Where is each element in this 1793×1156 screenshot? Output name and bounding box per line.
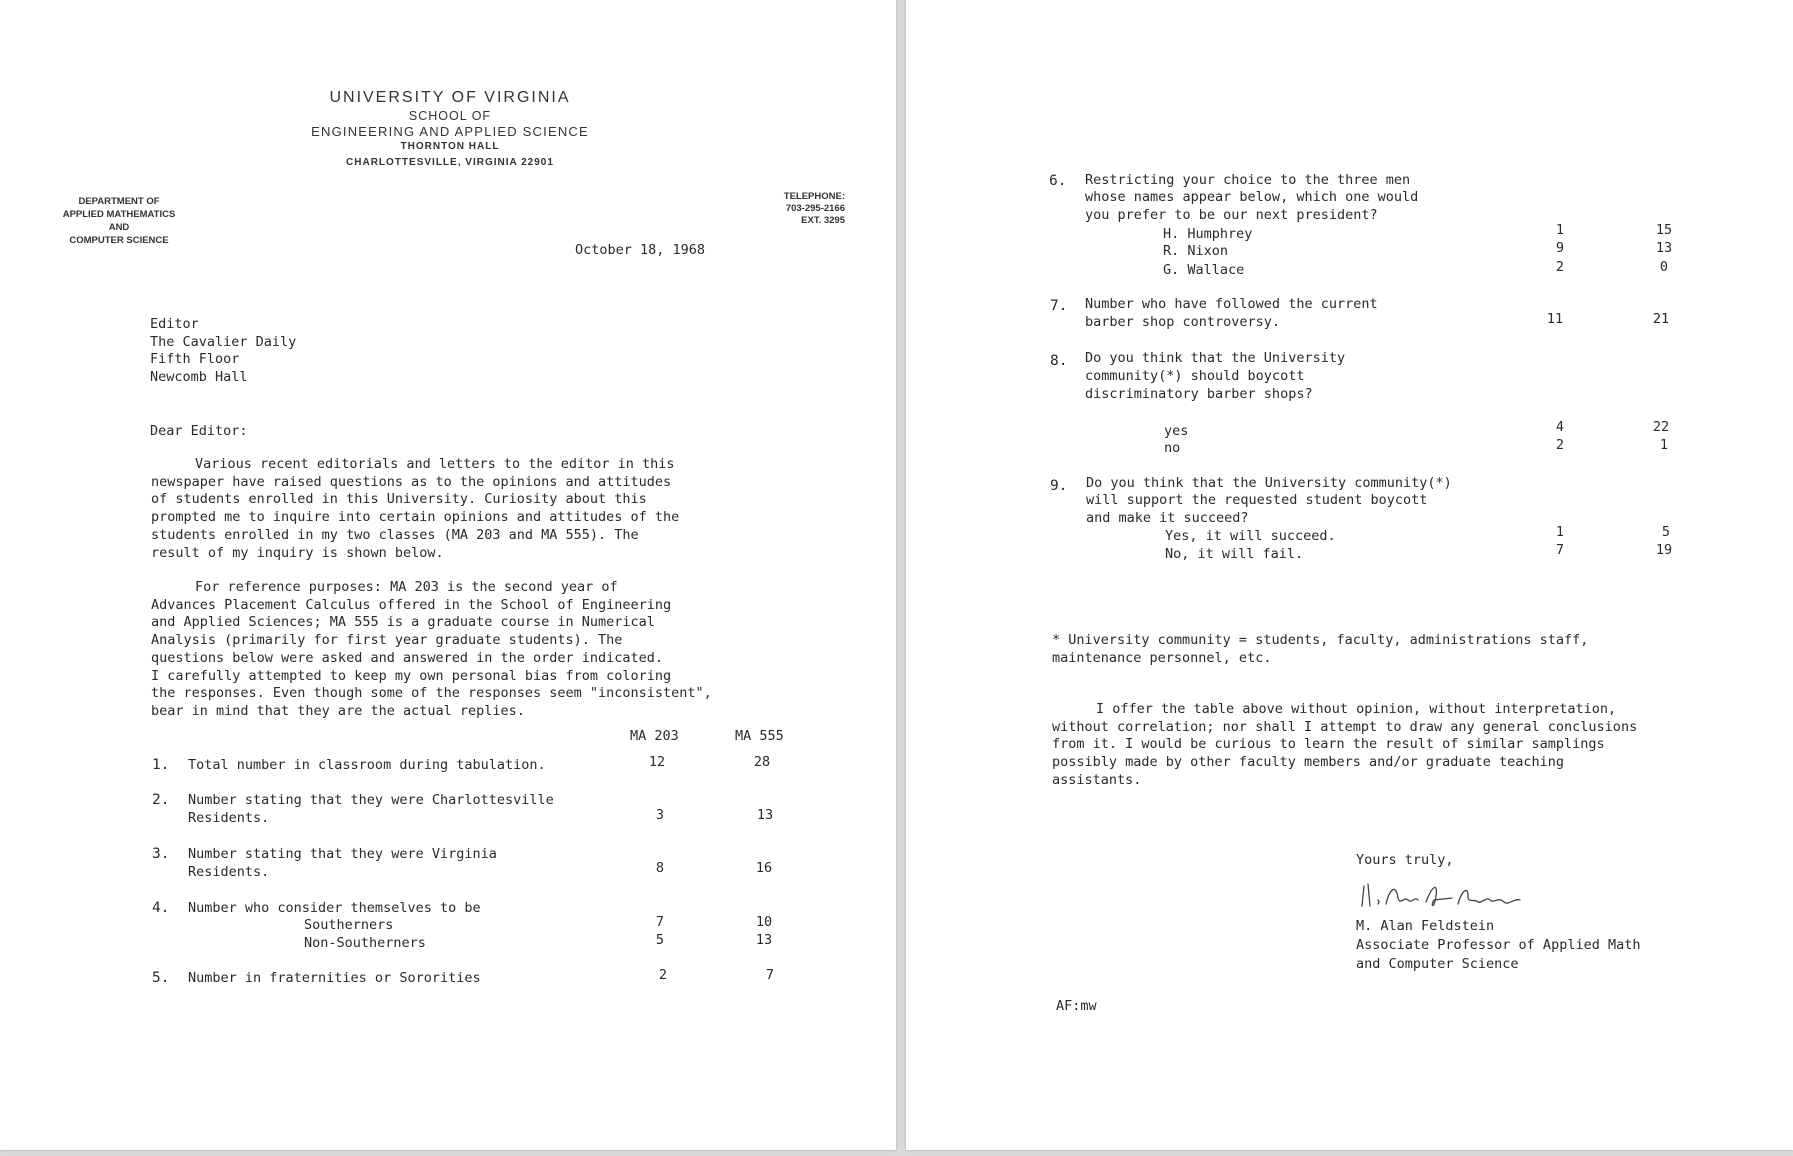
- question-number: 9.: [1050, 478, 1068, 494]
- signer-title: Associate Professor of Applied Math: [1356, 937, 1641, 953]
- question-number: 4.: [152, 900, 170, 916]
- building-name: THORNTON HALL: [400, 141, 500, 152]
- letter-page-2: [906, 0, 1793, 1150]
- question-number: 8.: [1050, 353, 1068, 369]
- ma555-value: 28: [753, 754, 771, 770]
- ma555-value: 21: [1652, 311, 1670, 327]
- ma555-value: 13: [755, 932, 773, 948]
- question-number: 6.: [1049, 173, 1067, 189]
- department-line: COMPUTER SCIENCE: [69, 235, 169, 246]
- question-number: 7.: [1050, 298, 1068, 314]
- telephone-extension: EXT. 3295: [801, 215, 845, 226]
- recipient-line: Fifth Floor: [150, 351, 240, 368]
- question-text: Number who consider themselves to be: [188, 900, 481, 916]
- ma203-value: 2: [1555, 437, 1565, 453]
- ma555-value: 22: [1652, 419, 1670, 435]
- ma203-value: 2: [1555, 259, 1565, 275]
- ma203-value: 1: [1555, 524, 1565, 540]
- recipient-address: [150, 316, 296, 387]
- question-text: and make it succeed?: [1086, 510, 1249, 526]
- ma555-value: 1: [1659, 437, 1669, 453]
- option-label: R. Nixon: [1163, 243, 1229, 259]
- question-text: Number stating that they were Virginia: [188, 846, 497, 862]
- option-label: Yes, it will succeed.: [1165, 528, 1336, 544]
- ma203-value: 3: [655, 807, 665, 823]
- telephone-block: [720, 191, 845, 227]
- recipient-line: Newcomb Hall: [150, 369, 248, 386]
- option-label: G. Wallace: [1163, 262, 1245, 278]
- question-text: whose names appear below, which one would: [1085, 189, 1419, 205]
- ma555-value: 5: [1661, 524, 1671, 540]
- closing-paragraph: I offer the table above without opinion, without interpretation, without correlation; nor shall I attempt to draw any general conclusions from it. I would be curious to learn the result of similar samplings possibly made by other faculty members and/or graduate teaching assistants.: [1052, 701, 1638, 788]
- column-header-ma203: MA 203: [630, 728, 679, 744]
- question-text: Number who have followed the current: [1085, 296, 1378, 312]
- telephone-number: 703-295-2166: [785, 203, 845, 214]
- department-line: APPLIED MATHEMATICS: [62, 209, 176, 220]
- ma203-value: 7: [655, 914, 665, 930]
- question-text: will support the requested student boycott: [1086, 492, 1428, 508]
- option-label: yes: [1164, 423, 1189, 439]
- question-text: Residents.: [188, 810, 270, 826]
- ma203-value: 5: [655, 932, 665, 948]
- question-number: 1.: [152, 757, 170, 773]
- column-header-ma555: MA 555: [735, 728, 784, 744]
- question-text: Do you think that the University: [1085, 350, 1346, 366]
- option-label: No, it will fail.: [1165, 546, 1304, 562]
- telephone-label: TELEPHONE:: [783, 191, 845, 202]
- intro-paragraph: Various recent editorials and letters to the editor in this newspaper have raised questions as to the opinions and attitudes of students enrolled in this University. Curiosity about this prompted me to inquire into certain opinions and attitudes of the students enrolled in my two classes (MA 203 and MA 555). The result of my inquiry is shown below.: [151, 456, 680, 561]
- department-line: DEPARTMENT OF: [78, 196, 160, 207]
- ma203-value: 11: [1546, 311, 1564, 327]
- ma203-value: 9: [1555, 240, 1565, 256]
- university-name: UNIVERSITY OF VIRGINIA: [329, 89, 571, 106]
- option-label: H. Humphrey: [1163, 226, 1253, 242]
- recipient-line: Editor: [150, 316, 199, 332]
- letter-date: October 18, 1968: [575, 242, 706, 258]
- ma555-value: 13: [1655, 240, 1673, 256]
- question-text: Number in fraternities or Sororities: [188, 970, 481, 986]
- signer-name: M. Alan Feldstein: [1356, 918, 1495, 934]
- option-label: Non-Southerners: [304, 935, 426, 951]
- department-line: AND: [108, 222, 130, 233]
- signer-title: and Computer Science: [1356, 956, 1519, 972]
- ma555-value: 7: [765, 967, 775, 983]
- university-address: CHARLOTTESVILLE, VIRGINIA 22901: [346, 157, 554, 168]
- question-number: 2.: [152, 792, 170, 808]
- letter-page-1: [0, 0, 896, 1150]
- option-label: no: [1164, 440, 1181, 456]
- reference-paragraph: For reference purposes: MA 203 is the second year of Advances Placement Calculus offered in the School of Engineering and Applied Sciences; MA 555 is a graduate course in Numerical Analysis (primarily for first year graduate students). The questions below were asked and answered in the order indicated. I carefully attempted to keep my own personal bias from coloring the responses. Even though some of the responses seem "inconsistent", bear in mind that they are the actual replies.: [151, 579, 712, 719]
- question-text: Do you think that the University community(*): [1086, 475, 1452, 491]
- question-text: community(*) should boycott: [1085, 368, 1305, 384]
- letterhead: [250, 88, 650, 171]
- salutation: Dear Editor:: [150, 423, 248, 439]
- question-number: 3.: [152, 846, 170, 862]
- school-name: ENGINEERING AND APPLIED SCIENCE: [311, 124, 589, 139]
- closing: Yours truly,: [1356, 852, 1454, 868]
- typist-initials: AF:mw: [1056, 998, 1097, 1014]
- question-text: discriminatory barber shops?: [1085, 386, 1313, 402]
- question-text: Number stating that they were Charlottesville: [188, 792, 554, 808]
- question-text: Total number in classroom during tabulation.: [188, 757, 546, 773]
- ma555-value: 0: [1659, 259, 1669, 275]
- ma555-value: 10: [755, 914, 773, 930]
- question-text: Restricting your choice to the three men: [1085, 172, 1411, 188]
- signature: [1356, 876, 1556, 916]
- ma555-value: 19: [1655, 542, 1673, 558]
- ma203-value: 12: [648, 754, 666, 770]
- question-text: you prefer to be our next president?: [1085, 207, 1378, 223]
- ma555-value: 13: [756, 807, 774, 823]
- school-of-label: SCHOOL OF: [408, 109, 492, 123]
- ma555-value: 16: [755, 860, 773, 876]
- department-block: [44, 195, 194, 247]
- question-text: barber shop controversy.: [1085, 314, 1281, 330]
- option-label: Southerners: [304, 917, 394, 933]
- recipient-line: The Cavalier Daily: [150, 333, 297, 350]
- ma203-value: 7: [1555, 542, 1565, 558]
- ma203-value: 1: [1555, 222, 1565, 238]
- ma203-value: 4: [1555, 419, 1565, 435]
- ma203-value: 2: [658, 967, 668, 983]
- question-text: Residents.: [188, 864, 270, 880]
- question-number: 5.: [152, 970, 170, 986]
- footnote: * University community = students, faculty, administrations staff, maintenance personnel, etc.: [1052, 632, 1589, 666]
- ma203-value: 8: [655, 860, 665, 876]
- ma555-value: 15: [1655, 222, 1673, 238]
